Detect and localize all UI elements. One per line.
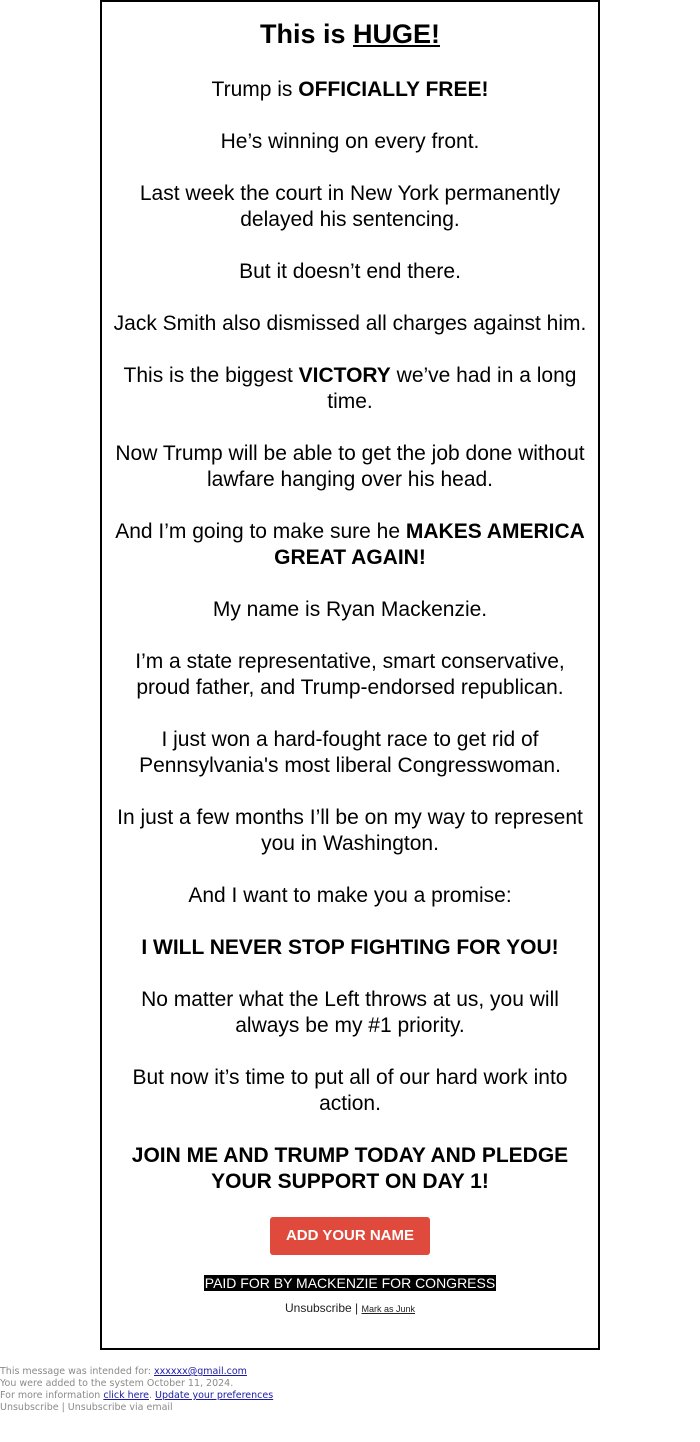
paid-for-disclaimer: PAID FOR BY MACKENZIE FOR CONGRESS <box>204 1275 496 1291</box>
paragraph-16: But now it’s time to put all of our hard work into action. <box>132 1066 568 1115</box>
cta-wrapper <box>112 1217 588 1255</box>
footer-intended-line <box>0 1366 273 1378</box>
p8-text: And I’m going to make sure he <box>115 520 406 543</box>
footer-unsubscribe-line[interactable]: Unsubscribe | Unsubscribe via email <box>0 1402 173 1413</box>
p6-text-end: we’ve had in a long time. <box>327 364 577 413</box>
email-card <box>100 0 600 1350</box>
paragraph-7: Now Trump will be able to get the job done without lawfare hanging over his head. <box>115 442 585 491</box>
paragraph-12: In just a few months I’ll be on my way to represent you in Washington. <box>117 806 583 855</box>
paragraph-2: He’s winning on every front. <box>220 130 480 153</box>
footer-update-preferences-link[interactable]: Update your preferences <box>155 1390 274 1401</box>
add-your-name-button[interactable]: ADD YOUR NAME <box>270 1217 430 1255</box>
paragraph-4: But it doesn’t end there. <box>239 260 461 283</box>
paragraph-3: Last week the court in New York permanently delayed his sentencing. <box>139 182 561 231</box>
p1-bold: OFFICIALLY FREE! <box>298 78 489 101</box>
paragraph-8 <box>112 519 588 571</box>
p1-text: Trump is <box>211 78 299 101</box>
p6-text: This is the biggest <box>123 364 299 387</box>
paragraph-15: No matter what the Left throws at us, you will always be my #1 priority. <box>141 988 559 1037</box>
paragraph-6 <box>112 363 588 415</box>
mark-as-junk-link[interactable]: Mark as Junk <box>361 1304 416 1314</box>
paid-for-wrapper <box>112 1275 588 1293</box>
footer-separator: . <box>149 1390 156 1401</box>
email-body <box>102 18 598 1315</box>
footer-recipient-email-link[interactable]: xxxxxx@gmail.com <box>154 1366 247 1377</box>
footer-click-here-link[interactable]: click here <box>103 1390 149 1401</box>
paragraph-10: I’m a state representative, smart conservative, proud father, and Trump-endorsed republican. <box>135 650 565 699</box>
paragraph-14-promise: I WILL NEVER STOP FIGHTING FOR YOU! <box>141 936 559 959</box>
paragraph-13: And I want to make you a promise: <box>188 884 512 907</box>
unsubscribe-row <box>112 1301 588 1315</box>
p8-bold: MAKES AMERICA GREAT AGAIN! <box>274 520 585 569</box>
paragraph-11: I just won a hard-fought race to get rid of Pennsylvania's most liberal Congresswoman. <box>139 728 561 777</box>
footer-intended-label: This message was intended for: <box>0 1366 154 1377</box>
footer-info-label: For more information <box>0 1390 104 1401</box>
unsubscribe-link[interactable]: Unsubscribe <box>284 1301 352 1315</box>
footer-added-line: You were added to the system October 11, 2024. <box>0 1378 234 1389</box>
paragraph-5: Jack Smith also dismissed all charges against him. <box>113 312 587 335</box>
paragraph-9: My name is Ryan Mackenzie. <box>212 598 488 621</box>
headline-prefix: This is <box>259 19 354 49</box>
p6-bold: VICTORY <box>298 364 391 387</box>
headline <box>112 18 588 50</box>
footer-info-line <box>0 1390 273 1402</box>
headline-emphasis: HUGE! <box>353 19 441 49</box>
paragraph-17-call-to-action: JOIN ME AND TRUMP TODAY AND PLEDGE YOUR SUPPORT ON DAY 1! <box>131 1144 569 1193</box>
email-footer <box>0 1366 273 1414</box>
paragraph-1 <box>112 77 588 103</box>
unsubscribe-separator: | <box>351 1301 362 1315</box>
